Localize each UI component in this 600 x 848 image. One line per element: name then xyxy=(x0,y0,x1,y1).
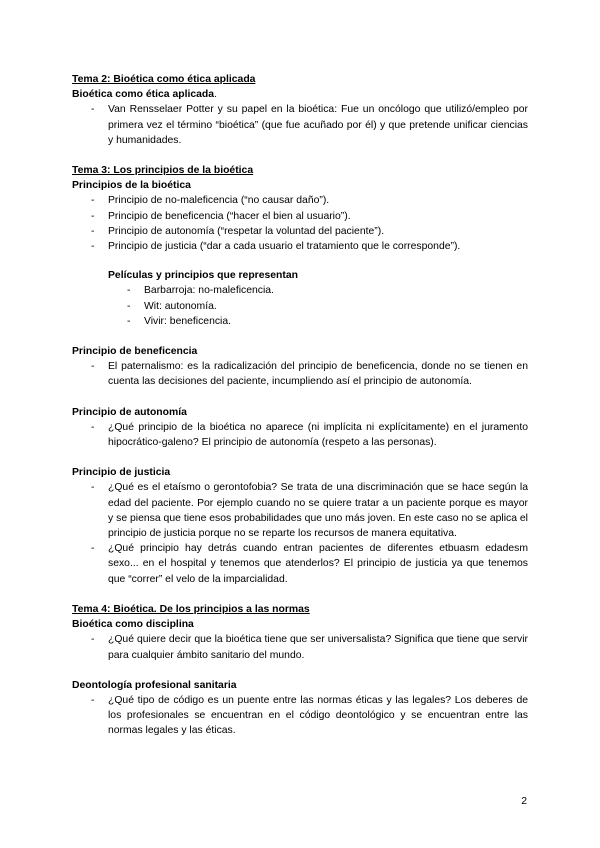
list-item: - El paternalismo: es la radicalización del principio de beneficencia, donde no se tienen en cuenta las decisiones del paciente, incumpliendo así el principio de autonomía. xyxy=(72,359,528,389)
beneficencia-title: Principio de beneficencia xyxy=(72,346,198,358)
tema2-list xyxy=(72,102,528,148)
autonomia-list xyxy=(72,420,528,450)
tema3-subtitle: Principios de la bioética xyxy=(72,180,191,192)
page-number: 2 xyxy=(521,796,527,807)
list-item: - ¿Qué es el etaísmo o gerontofobia? Se trata de una discriminación que se hace según la edad del paciente. Por ejemplo cuando no se quiere tratar a un paciente porque es mayor y se piensa que tiene esos probabilidades que uno más joven. En este caso no se aplica el principio de justicia porque no se reparte los recursos de manera equitativa. xyxy=(72,480,528,541)
tema4-subtitle: Bioética como disciplina xyxy=(72,619,194,631)
deontologia-title: Deontología profesional sanitaria xyxy=(72,679,237,691)
tema4-title: Tema 4: Bioética. De los principios a las normas xyxy=(72,603,310,615)
films-title: Películas y principios que representan xyxy=(108,270,298,282)
document-page xyxy=(72,72,528,739)
list-item: - Principio de no-maleficencia (“no causar daño”). xyxy=(72,193,528,208)
beneficencia-list xyxy=(72,359,528,389)
tema4-list xyxy=(72,632,528,662)
list-item: - Principio de justicia (“dar a cada usuario el tratamiento que le corresponde”). xyxy=(72,239,528,254)
tema2-title: Tema 2: Bioética como ética aplicada xyxy=(72,74,256,85)
films-section xyxy=(108,268,528,329)
tema3-title: Tema 3: Los principios de la bioética xyxy=(72,165,254,177)
list-item: - ¿Qué tipo de código es un puente entre las normas éticas y las legales? Los deberes de los profesionales se encuentran en el código deontológico y se encuentran entre las normas legales y las éticas. xyxy=(72,693,528,739)
list-item: - ¿Qué principio hay detrás cuando entran pacientes de diferentes etbuasm edadesm sexo... en el hospital y tenemos que atenderlos? El principio de justicia ya que tenemos que “correr” el velo de la imparcialidad. xyxy=(72,541,528,587)
list-item: - ¿Qué principio de la bioética no aparece (ni implícita ni explícitamente) en el juramento hipocrático-galeno? El principio de autonomía (respeto a las personas). xyxy=(72,420,528,450)
tema2-subtitle xyxy=(72,87,528,102)
tema2-subtitle-text: Bioética como ética aplicada xyxy=(72,89,215,101)
list-item: - Vivir: beneficencia. xyxy=(108,314,528,329)
justicia-title: Principio de justicia xyxy=(72,467,171,479)
list-item: - Wit: autonomía. xyxy=(108,299,528,314)
list-item: - Barbarroja: no-maleficencia. xyxy=(108,283,528,298)
list-item: - Principio de autonomía (“respetar la voluntad del paciente”). xyxy=(72,224,528,239)
list-item: - ¿Qué quiere decir que la bioética tiene que ser universalista? Significa que tiene que servir para cualquier ámbito sanitario del mundo. xyxy=(72,632,528,662)
autonomia-title: Principio de autonomía xyxy=(72,406,187,418)
tema2-subtitle-period: . xyxy=(214,89,217,101)
justicia-list xyxy=(72,480,528,586)
list-item: - Van Rensselaer Potter y su papel en la bioética: Fue un oncólogo que utilizó/empleo por primera vez el término “bioética” (que fue acuñado por él) y que pretende unificar ciencias y humanidades. xyxy=(72,102,528,148)
tema3-principles-list xyxy=(72,193,528,254)
list-item: - Principio de beneficencia (“hacer el bien al usuario”). xyxy=(72,209,528,224)
films-list xyxy=(108,283,528,329)
deontologia-list xyxy=(72,693,528,739)
